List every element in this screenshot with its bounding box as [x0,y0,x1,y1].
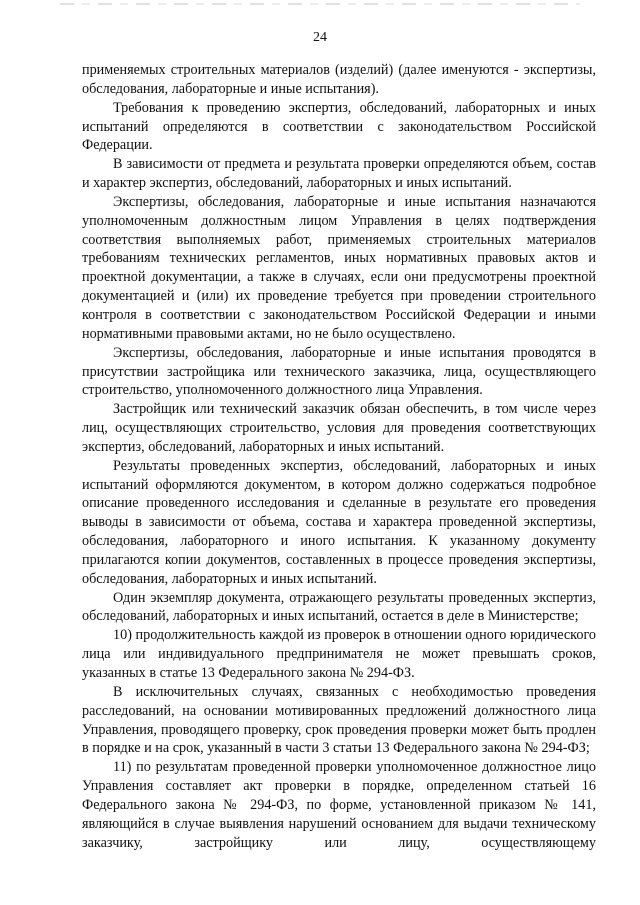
scan-artifact-line [60,3,580,5]
paragraph: Застройщик или технический заказчик обязан обеспечить, в том числе через лиц, осуществляющих строительство, условия для проведения соответствующих экспертиз, обследований, лабораторных и иных испытаний. [82,401,596,455]
list-item-11: 11) по результатам проведенной проверки уполномоченное должностное лицо Управления составляет акт проверки в порядке, определенном статьей 16 Федерального закона № 294-ФЗ, по форме, установленной приказом № 141, являющийся в случае выявления нарушений основанием для выдачи техническому заказчику, застройщику или лицу, осуществляющему [82,759,596,851]
paragraph-continuation: применяемых строительных материалов (изделий) (далее именуются - экспертизы, обследования, лабораторные и иные испытания). [82,62,596,97]
paragraph: Требования к проведению экспертиз, обследований, лабораторных и иных испытаний определяются в соответствии с законодательством Российской Федерации. [82,99,596,154]
paragraph: Экспертизы, обследования, лабораторные и иные испытания назначаются уполномоченным должностным лицом Управления в целях подтверждения соответствия выполняемых работ, применяемых строительных материалов требованиям технических регламентов, иных нормативных правовых актов и проектной документации, а также в случаях, если они предусмотрены проектной документацией и (или) их проведение требуется при проведении строительного контроля в соответствии с законодательством Российской Федерации и иными нормативными правовыми актами, но не было осуществлено. [82,193,596,342]
body-text [82,61,596,852]
paragraph: Результаты проведенных экспертиз, обследований, лабораторных и иных испытаний оформляются документом, в котором должно содержаться подробное описание проведенного исследования и сделанные в результате его проведения выводы в зависимости от объема, состава и характера проведенной экспертизы, обследования, лабораторного и иного испытания. К указанному документу прилагаются копии документов, составленных в процессе проведения экспертизы, обследования, лабораторных и иных испытаний. [82,457,596,587]
list-item-10: 10) продолжительность каждой из проверок в отношении одного юридического лица или индивидуального предпринимателя не может превышать сроков, указанных в статье 13 Федерального закона № 294-ФЗ. [82,627,596,681]
paragraph: Один экземпляр документа, отражающего результаты проведенных экспертиз, обследований, лабораторных и иных испытаний, остается в деле в Министерстве; [82,589,596,625]
page-number: 24 [313,30,327,45]
paragraph: В зависимости от предмета и результата проверки определяются объем, состав и характер экспертиз, обследований, лабораторных и иных испытаний. [82,156,596,192]
paragraph: В исключительных случаях, связанных с необходимостью проведения расследований, на основании мотивированных предложений должностного лица Управления, проводящего проверку, срок проведения проверки может быть продлен в порядке и на срок, указанный в части 3 статьи 13 Федерального закона № 294-ФЗ; [82,683,596,757]
paragraph: Экспертизы, обследования, лабораторные и иные испытания проводятся в присутствии застройщика или технического заказчика, лица, осуществляющего строительство, уполномоченного должностного лица Управления. [82,344,596,399]
